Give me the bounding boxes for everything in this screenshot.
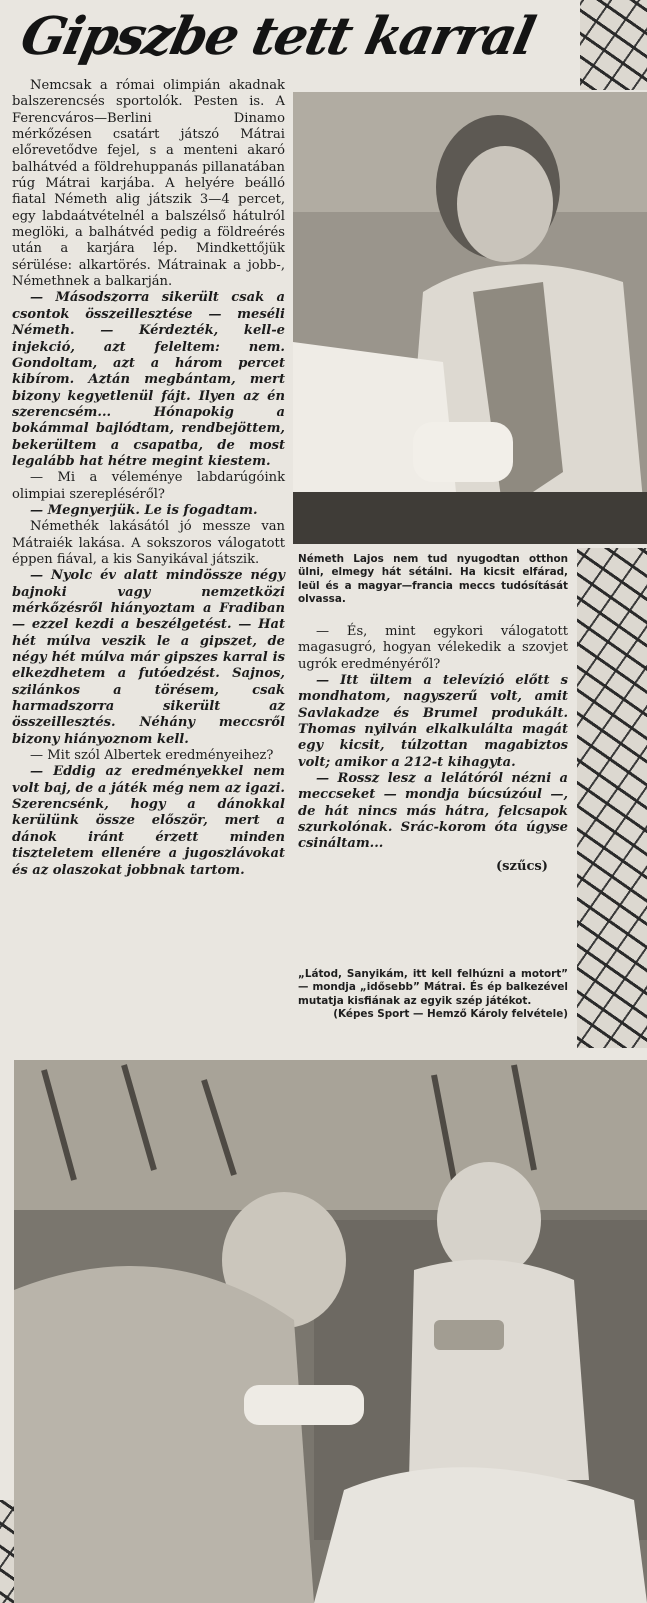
article-column-left	[12, 78, 285, 879]
article-paragraph: — Itt ültem a televízió előtt s mondhatom, nagyszerű volt, amit Savlakadze és Brumel produkált. Thomas nyilván elkalkulálta magát egy kicsit, túlzottan magabiztos volt; amikor a 212-t kihagyta.	[298, 673, 568, 770]
photo-caption-bottom	[298, 968, 568, 1022]
photo-nemeth-illustration	[293, 92, 647, 544]
article-paragraph: Némethék lakásától jó messze van Mátraiék lakása. A sokszoros válogatott éppen fiával, a kis Sanyikával játszik.	[12, 519, 285, 567]
article-column-right	[298, 624, 568, 875]
photo-nemeth-reading	[293, 92, 647, 544]
article-paragraph: — Megnyerjük. Le is fogadtam.	[30, 502, 258, 518]
decorative-pattern-top	[580, 0, 647, 90]
article-paragraph: — Nyolc év alatt mindössze négy bajnoki vagy nemzetközi mérkőzésről hiányoztam a Fradiban — ezzel kezdi a beszélgetést. — Hat hét múlva veszik le a gipszet, de négy hét múlva már gipszes karral is elkezdhetem a futóedzést. Sajnos, szilánkos a törésem, csak harmadszorra sikerült az összeillesztés. Néhány meccsről bizony hiányoznom kell.	[12, 568, 285, 747]
article-paragraph: — Mit szól Albertek eredményeihez?	[30, 748, 274, 764]
article-paragraph: — Eddig az eredményekkel nem volt baj, de a játék még nem az igazi. Szerencsénk, hogy a dánokkal kerülünk össze először, mert a dánok iránt érzett minden tiszteletem ellenére a jugoszlávokat és az olaszokat jobbnak tartom.	[12, 764, 285, 878]
author-signature: (szűcs)	[495, 858, 548, 874]
decorative-pattern-middle	[577, 548, 647, 1048]
photo-matrai-with-son	[14, 1060, 647, 1603]
photo-caption-top: Németh Lajos nem tud nyugodtan otthon ülni, elmegy hát sétálni. Ha kicsit elfárad, leül és a magyar—francia meccs tudósítását olvassa.	[298, 553, 568, 606]
article-paragraph: — Mi a véleménye labdarúgóink olimpiai szerepléséről?	[12, 470, 285, 502]
article-paragraph: — Másodszorra sikerült csak a csontok összeillesztése — meséli Németh. — Kérdezték, kell-e injekció, azt feleltem: nem. Gondoltam, azt a három percet kibírom. Aztán megbántam, mert bizony kegyetlenül fájt. Ilyen az én szerencsém... Hónapokig a bokámmal bajlódtam, rendbejöttem, bekerültem a csapatba, de most legalább hat hétre megint kiestem.	[12, 290, 285, 469]
photo-credit: (Képes Sport — Hemző Károly felvétele)	[333, 1008, 568, 1021]
article-paragraph: — Rossz lesz a lelátóról nézni a meccseket — mondja búcsúzóul —, de hát nincs más hátra, felcsapok szurkolónak. Srác-korom óta úgyse csináltam...	[298, 771, 568, 852]
caption-text: „Látod, Sanyikám, itt kell felhúzni a motort” — mondja „idősebb” Mátrai. És ép balkezével mutatja kisfiának az egyik szép játékot.	[298, 968, 568, 1007]
photo-matrai-illustration	[14, 1060, 647, 1603]
article-paragraph: Nemcsak a római olimpián akadnak balszerencsés sportolók. Pesten is. A Ferencváros—Berlini Dinamo mérkőzésen csatárt játszó Mátrai előrevetődve fejel, s a menteni akaró balhátvéd a földrehuppanás pillanatában rúg Mátrai karjába. A helyére beálló fiatal Németh alig játszik 3—4 percet, egy labdaátvételnél a balszélső hátulról meglöki, a balhátvéd pedig a földreérés után a karjára lép. Mindkettőjük sérülése: alkartörés. Mátrainak a jobb-, Némethnek a balkarján.	[12, 78, 285, 290]
article-paragraph: — És, mint egykori válogatott magasugró, hogyan vélekedik a szovjet ugrók eredményéről?	[298, 624, 568, 672]
headline: Gipszbe tett karral	[15, 6, 539, 67]
